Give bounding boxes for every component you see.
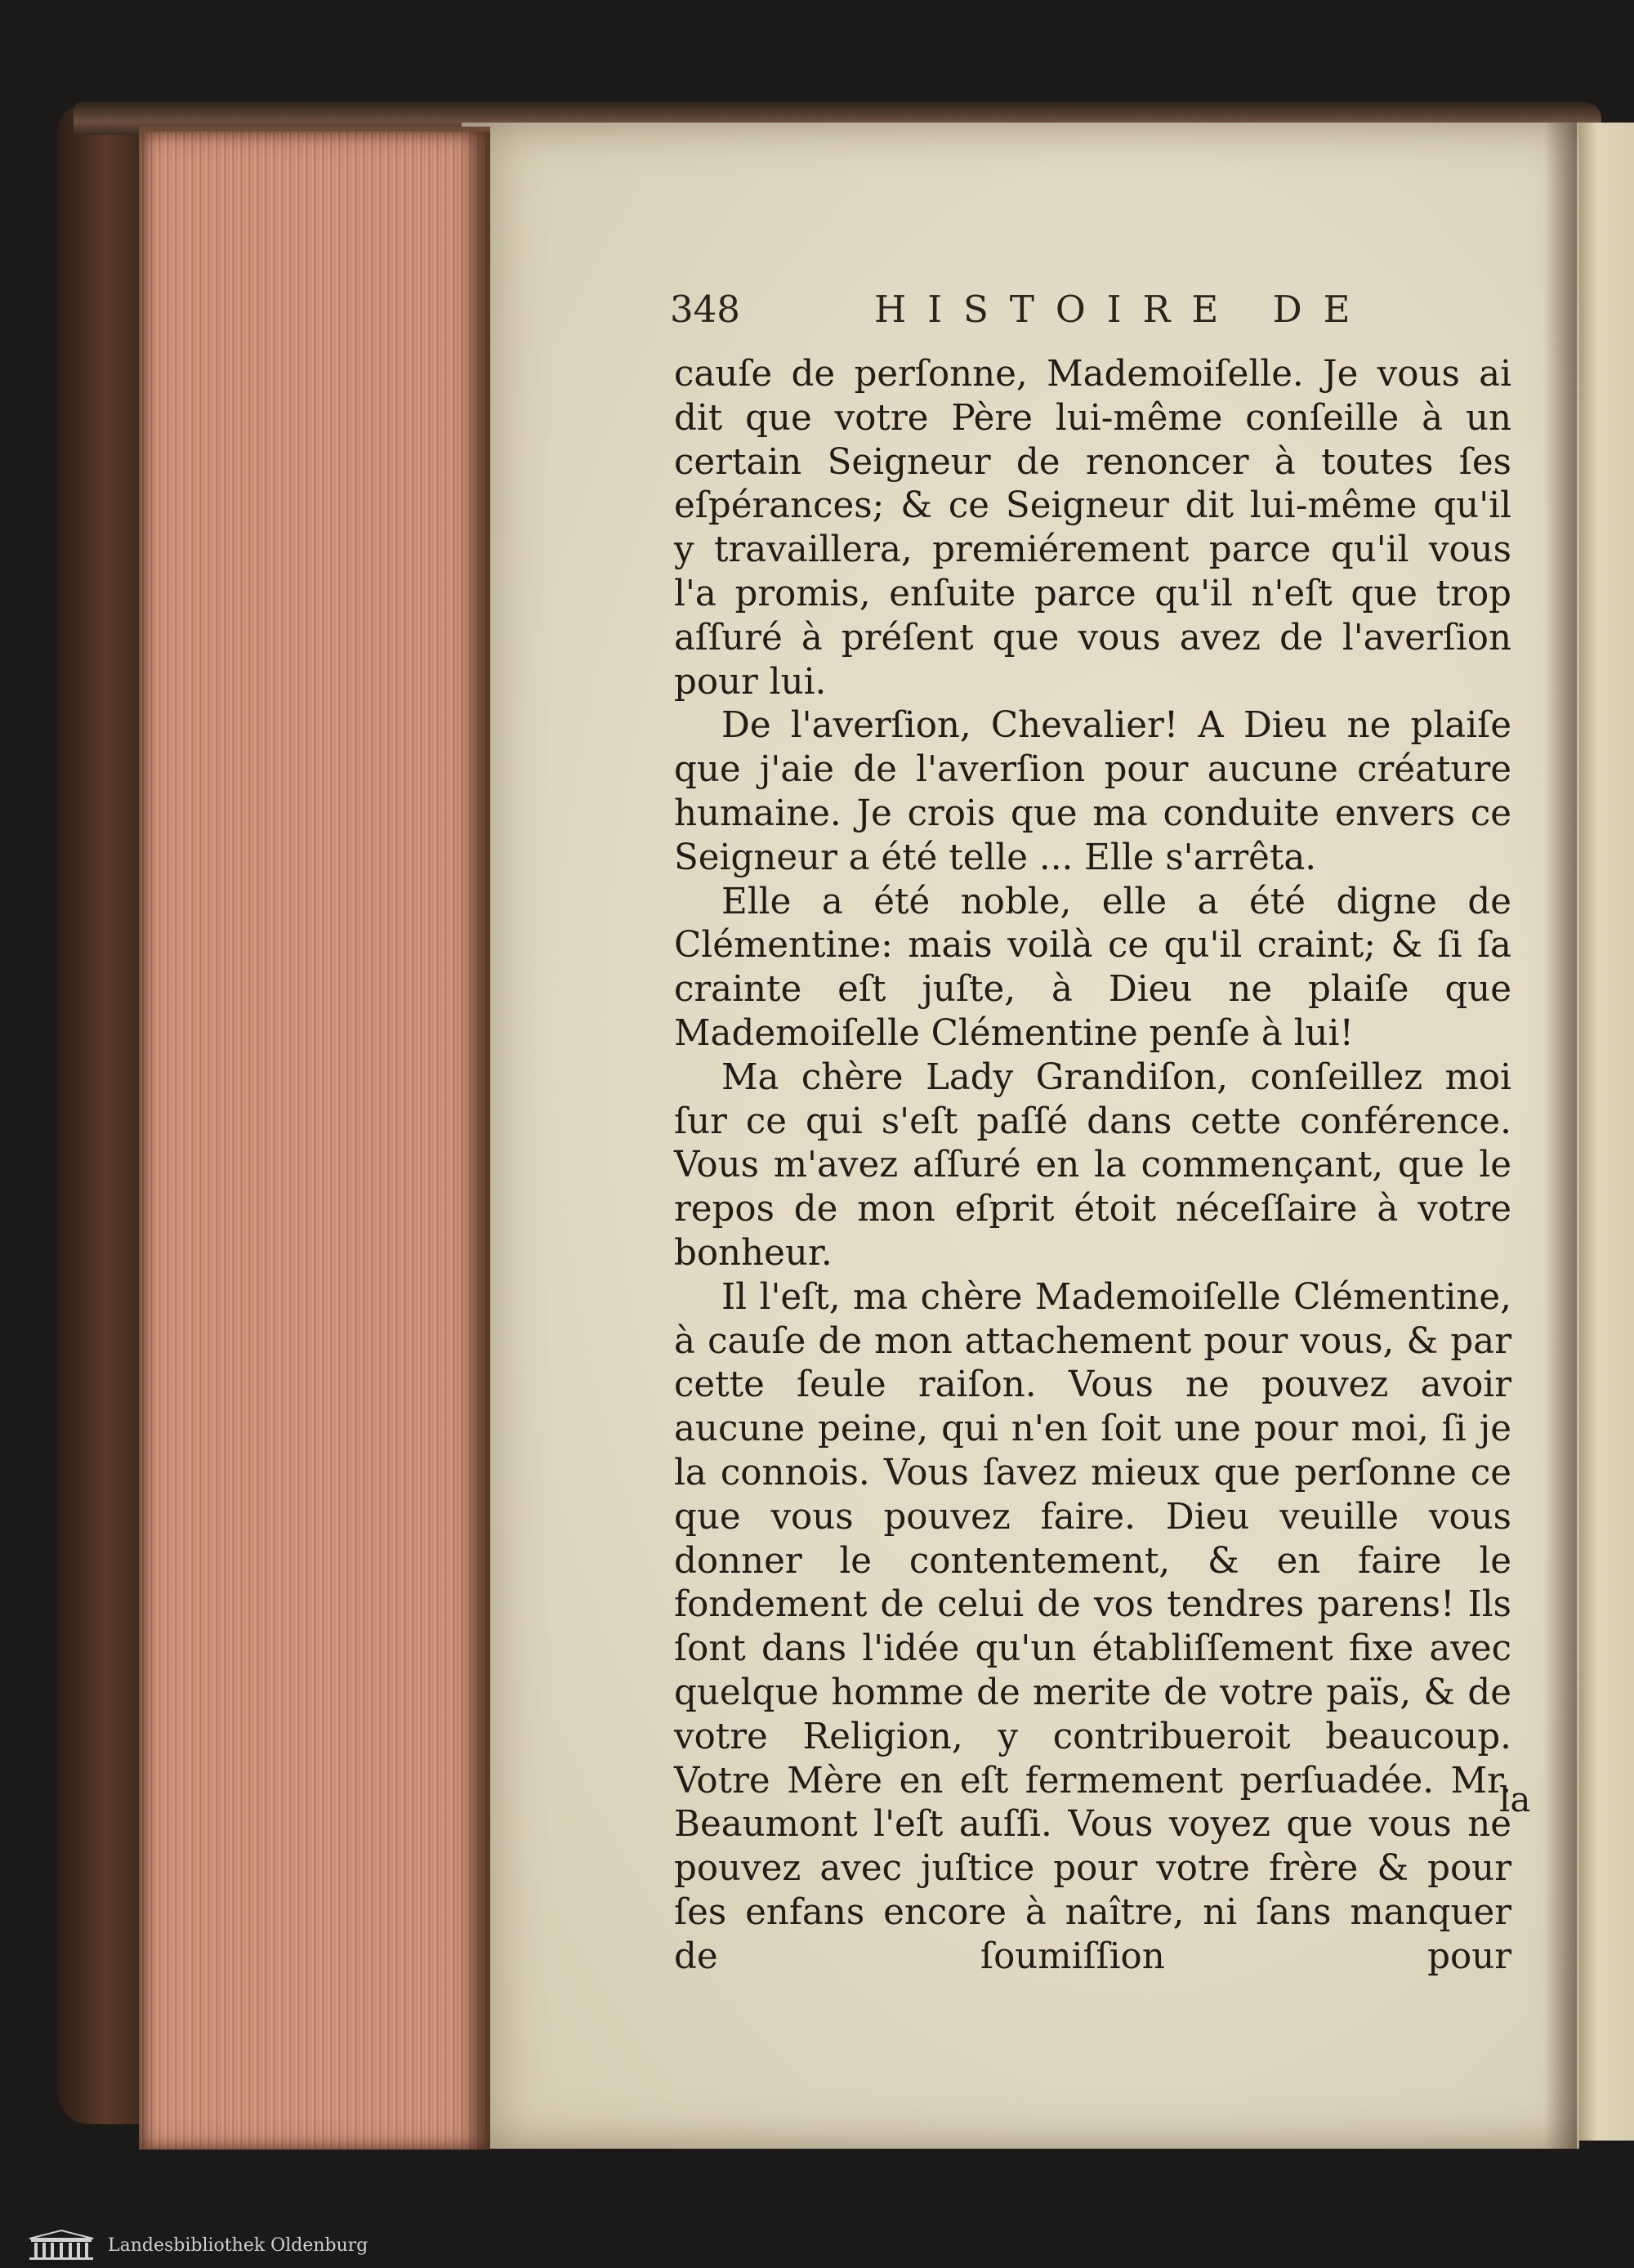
paragraph: cauſe de perſonne, Mademoiſelle. Je vous ai dit que votre Père lui-même conſeille à un certain Seigneur de renoncer à toutes ſes eſpérances; & ce Seigneur dit lui-même qu'il y travaillera, premiérement parce qu'il vous l'a promis, enſuite parce qu'il n'eſt que trop aſſuré à préſent que vous avez de l'averſion pour lui. — [674, 354, 1511, 703]
running-head — [670, 288, 1520, 345]
paragraph: De l'averſion, Chevalier! A Dieu ne plaiſe que j'aie de l'averſion pour aucune créature humaine. Je crois que ma conduite envers ce Seigneur a été telle ... Elle s'arrêta. — [674, 705, 1511, 878]
catchword: la — [1499, 1779, 1531, 1819]
page-edges — [139, 127, 490, 2150]
facing-page-edge — [1573, 123, 1634, 2141]
library-footer — [0, 2224, 1634, 2268]
paragraph: Elle a été noble, elle a été digne de Clémentine: mais voilà ce qu'il craint; & ſi ſa crainte eſt juſte, à Dieu ne plaiſe que Mademoiſelle Clémentine penſe à lui! — [674, 881, 1511, 1054]
paragraph: Ma chère Lady Grandiſon, conſeillez moi ſur ce qui s'eſt paſſé dans cette conférence. Vous m'avez aſſuré en la commençant, que le repos de mon eſprit étoit néceſſaire à votre bonheur. — [674, 1056, 1511, 1274]
page-number: 348 — [670, 288, 740, 331]
running-title: HISTOIRE DE — [874, 288, 1372, 331]
gutter-shadow — [1544, 123, 1577, 2149]
library-building-icon — [26, 2229, 96, 2261]
body-text — [674, 353, 1511, 1979]
library-name: Landesbibliothek Oldenburg — [108, 2235, 368, 2256]
paragraph: Il l'eſt, ma chère Mademoiſelle Clémentine, à cauſe de mon attachement pour vous, & par cette ſeule raiſon. Vous ne pouvez avoir aucune peine, qui n'en ſoit une pour moi, ſi je la connois. Vous ſavez mieux que perſonne ce que vous pouvez faire. Dieu veuille vous donner le contentement, & en faire le fondement de celui de vos tendres parens! Ils ſont dans l'idée qu'un établiſſement fixe avec quelque homme de merite de votre païs, & de votre Religion, y contribueroit beaucoup. Votre Mère en eſt fermement perſuadée. Mr. Beaumont l'eſt auſſi. Vous voyez que vous ne pouvez avec juſtice pour votre frère & pour ſes enfans encore à naître, ni ſans manquer de ſoumiſſion pour — [674, 1276, 1511, 1977]
